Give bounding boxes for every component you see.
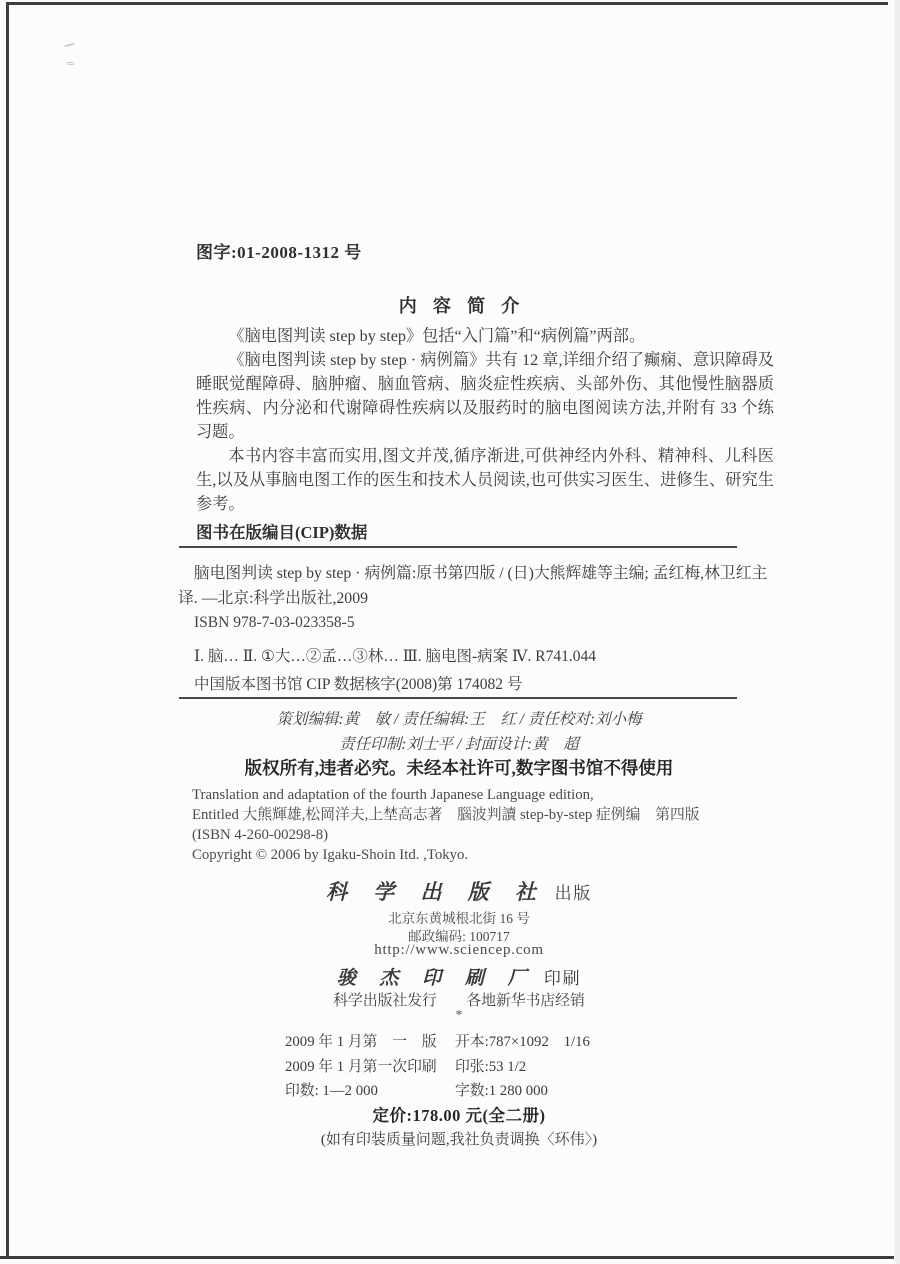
cip-description: 脑电图判读 step by step · 病例篇:原书第四版 / (日)大熊辉雄等主编; 孟红梅,林卫红主译. —北京:科学出版社,2009 bbox=[178, 565, 768, 607]
publisher-website: http://www.sciencep.com bbox=[374, 942, 544, 958]
intro-paragraph-3: 本书内容丰富而实用,图文并茂,循序渐进,可供神经内外科、精神科、儿科医生,以及从事脑电图工作的医生和技术人员阅读,也可供实习医生、进修生、研究生参考。 bbox=[196, 447, 774, 513]
editor-credits-line1: 策划编辑:黄 敏 / 责任编辑:王 红 / 责任校对:刘小梅 bbox=[276, 711, 642, 728]
scan-edge-bottom bbox=[0, 1256, 894, 1259]
cip-record-number: 中国版本图书馆 CIP 数据核字(2008)第 174082 号 bbox=[194, 676, 523, 693]
original-edition-line2: Entitled 大熊輝雄,松岡洋夫,上埜高志著 腦波判讀 step-by-step 症例编 第四版 bbox=[192, 807, 700, 823]
cip-label: 图书在版编目(CIP)数据 bbox=[196, 523, 368, 542]
spec-row bbox=[0, 1055, 900, 1079]
publisher-postcode: 邮政编码: 100717 bbox=[408, 929, 510, 944]
printer-role: 印刷 bbox=[543, 969, 582, 988]
publisher-role: 出版 bbox=[554, 884, 592, 903]
cip-classification: Ⅰ. 脑… Ⅱ. ①大…②孟…③林… Ⅲ. 脑电图-病案 Ⅳ. R741.044 bbox=[194, 648, 596, 665]
intro-title: 内容简介 bbox=[398, 296, 536, 316]
intro-paragraph-2: 《脑电图判读 step by step · 病例篇》共有 12 章,详细介绍了癫痫、意识障碍及睡眠觉醒障碍、脑肿瘤、脑血管病、脑炎症性疾病、头部外伤、其他慢性脑器质性疾病、内分泌和代谢障碍性疾病以及服药时的脑电图阅读方法,并附有 33 个练习题。 bbox=[196, 351, 774, 441]
margin-scribble bbox=[66, 62, 75, 66]
publisher-logotype: 科 学 出 版 社 bbox=[326, 879, 546, 904]
printer-line bbox=[150, 963, 768, 990]
word-count: 字数:1 280 000 bbox=[455, 1083, 548, 1099]
original-copyright: Copyright © 2006 by Igaku-Shoin Itd. ,Tokyo. bbox=[192, 847, 469, 863]
original-edition-info bbox=[192, 785, 700, 865]
isbn: ISBN 978-7-03-023358-5 bbox=[194, 614, 355, 631]
publisher-name bbox=[150, 876, 768, 906]
margin-scribble bbox=[64, 43, 75, 48]
divider-rule bbox=[179, 697, 737, 699]
intro-paragraph-1: 《脑电图判读 step by step》包括“入门篇”和“病例篇”两部。 bbox=[228, 327, 646, 345]
printing-date: 2009 年 1 月第一次印刷 bbox=[285, 1059, 437, 1075]
copyright-notice: 版权所有,违者必究。未经本社许可,数字图书馆不得使用 bbox=[244, 758, 674, 778]
edition-date: 2009 年 1 月第 一 版 bbox=[285, 1034, 437, 1050]
spec-row bbox=[0, 1030, 900, 1054]
exchange-notice: (如有印装质量问题,我社负责调换〈环伟〉) bbox=[320, 1132, 598, 1148]
original-edition-isbn: (ISBN 4-260-00298-8) bbox=[192, 827, 329, 843]
separator-asterisk: * bbox=[455, 1008, 463, 1023]
intro-body bbox=[196, 324, 774, 516]
distribution-line: 科学出版社发行 各地新华书店经销 bbox=[333, 993, 585, 1009]
license-number: 图字:01-2008-1312 号 bbox=[196, 243, 362, 262]
sheet-count: 印张:53 1/2 bbox=[455, 1059, 527, 1075]
scan-edge-top bbox=[6, 2, 888, 5]
spec-row bbox=[0, 1079, 900, 1103]
format-spec: 开本:787×1092 1/16 bbox=[455, 1034, 590, 1050]
original-edition-line1: Translation and adaptation of the fourth Japanese Language edition, bbox=[192, 787, 594, 803]
price: 定价:178.00 元(全二册) bbox=[372, 1106, 546, 1125]
publisher-address: 北京东黄城根北街 16 号 bbox=[388, 911, 530, 926]
editor-credits-line2: 责任印制:刘士平 / 封面设计:黄 超 bbox=[339, 736, 579, 753]
divider-rule bbox=[179, 546, 737, 548]
printer-logotype: 骏 杰 印 刷 厂 bbox=[336, 967, 536, 989]
print-run: 印数: 1—2 000 bbox=[285, 1083, 378, 1099]
